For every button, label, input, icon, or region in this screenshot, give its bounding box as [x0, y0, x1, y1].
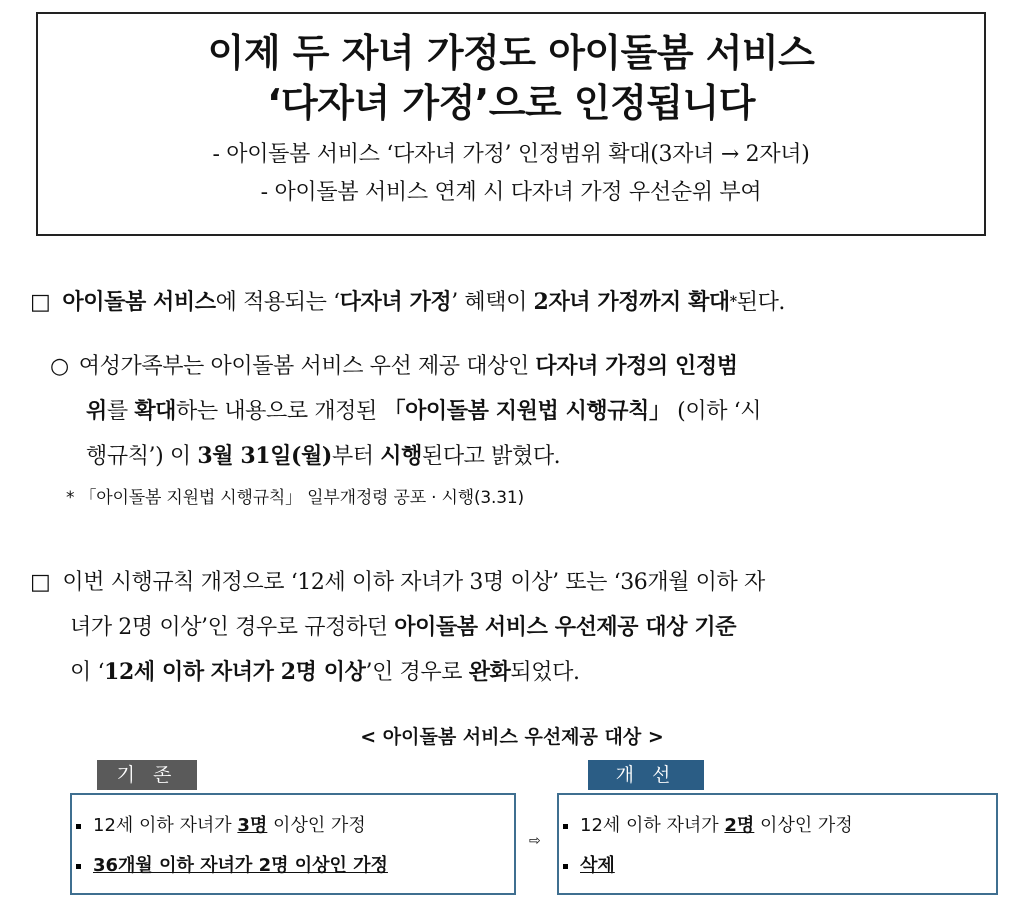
text: 확대: [134, 398, 177, 424]
bullet-icon: [563, 824, 568, 829]
subheadline-2: - 아이돌봄 서비스 연계 시 다자녀 가정 우선순위 부여: [260, 180, 762, 205]
text: 되었다.: [510, 660, 580, 685]
text: 2명: [724, 815, 755, 836]
bullet-icon: [76, 864, 81, 869]
text: 에 적용되는 ‘: [215, 290, 340, 315]
list-item: [563, 851, 615, 877]
text: 여성가족부는 아이돌봄 서비스 우선 제공 대상인: [78, 354, 536, 379]
arrow-right-icon: ⇨: [529, 833, 541, 849]
text: 를: [106, 399, 135, 424]
text: 삭제: [580, 855, 615, 876]
list-item: [76, 851, 388, 877]
subheadline-1: - 아이돌봄 서비스 ‘다자녀 가정’ 인정범위 확대(3자녀 → 2자녀): [212, 142, 810, 167]
text: 「아이돌봄 지원법 시행규칙」: [383, 398, 671, 424]
before-box: [70, 793, 516, 895]
text: 이상인 가정: [267, 815, 366, 836]
circle-bullet-icon: ○: [50, 354, 69, 379]
text: 부터: [331, 444, 381, 469]
headline-line-1: 이제 두 자녀 가정도 아이돌봄 서비스: [207, 31, 815, 75]
list-item: [76, 811, 366, 837]
text: 아이돌봄 서비스 우선제공 대상 기준: [394, 614, 737, 640]
footnote-star: *: [729, 294, 737, 310]
headline-line-2: ‘다자녀 가정’으로 인정됩니다: [267, 81, 755, 125]
square-bullet-icon: □: [30, 570, 51, 595]
text: 된다고 밝혔다.: [421, 444, 561, 469]
headline-box: [36, 12, 986, 236]
text: 12세 이하 자녀가: [93, 815, 238, 836]
text: 다자녀 가정의 인정범: [535, 353, 738, 379]
comparison-title: < 아이돌봄 서비스 우선제공 대상 >: [360, 726, 664, 748]
list-item: [563, 811, 853, 837]
text: 2자녀 가정까지 확대: [533, 289, 730, 315]
text: 12세 이하 자녀가: [580, 815, 725, 836]
text: 3명: [237, 815, 268, 836]
after-label: 개 선: [588, 760, 704, 790]
text: ’ 혜택이: [451, 290, 534, 315]
text: 완화: [468, 659, 511, 685]
text: 36개월 이하 자녀가 2명 이상인 가정: [93, 855, 388, 876]
text: 이상인 가정: [754, 815, 853, 836]
text: 12세 이하 자녀가 2명 이상: [104, 659, 366, 685]
paragraph-3: [30, 560, 998, 695]
bullet-icon: [563, 864, 568, 869]
paragraph-3-continuation: [30, 605, 998, 695]
text: 다자녀 가정: [339, 289, 452, 315]
text: 된다.: [736, 290, 786, 315]
text: 3월 31일(월): [197, 443, 332, 469]
paragraph-2-continuation: [50, 389, 998, 479]
text: 이번 시행규칙 개정으로 ‘12세 이하 자녀가 3명 이상’ 또는 ‘36개월 이하 자: [62, 570, 765, 595]
paragraph-2: [50, 344, 998, 479]
bullet-icon: [76, 824, 81, 829]
square-bullet-icon: □: [30, 290, 51, 315]
after-box: [557, 793, 998, 895]
text: 위: [86, 398, 107, 424]
text: 아이돌봄 서비스: [62, 289, 216, 315]
text: 하는 내용으로 개정된: [176, 399, 384, 424]
text: 녀가 2명 이상’인 경우로 규정하던: [70, 615, 395, 640]
paragraph-1: [30, 282, 998, 323]
text: 시행: [380, 443, 422, 469]
text: 이 ‘: [70, 660, 105, 685]
text: ’인 경우로: [365, 660, 469, 685]
footnote: * 「아이돌봄 지원법 시행규칙」 일부개정령 공포 · 시행(3.31): [66, 488, 524, 508]
text: (이하 ‘시: [670, 399, 762, 424]
text: 행규칙’) 이: [86, 444, 198, 469]
before-label: 기 존: [97, 760, 197, 790]
